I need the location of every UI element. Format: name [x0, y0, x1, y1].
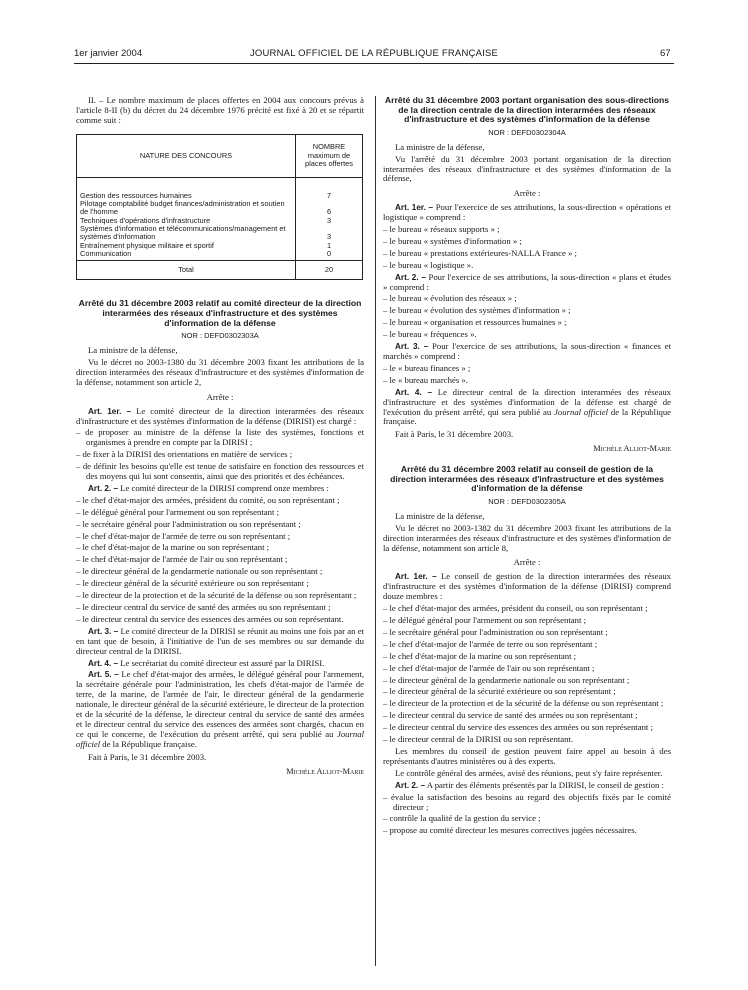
journal-officiel-ref: Journal officiel	[76, 728, 364, 749]
list-item: – le chef d'état-major des armées, président du conseil, ou son représentant ;	[383, 603, 648, 614]
article-label: Art. 1er. –	[395, 572, 437, 582]
nor-reference: NOR : DEFD0302305A	[488, 496, 566, 506]
row-label: Systèmes d'information et télécommunications/management et systèmes d'information	[80, 223, 286, 242]
list-item: – le chef d'état-major de l'armée de l'air ou son représentant ;	[76, 554, 288, 565]
minister-line: La ministre de la défense,	[395, 510, 485, 521]
header-date: 1er janvier 2004	[74, 48, 143, 59]
nor-reference: NOR : DEFD0302304A	[488, 127, 566, 137]
list-item: – le chef d'état-major de l'armée de terre ou son représentant ;	[383, 638, 598, 649]
vu-paragraph: Vu le décret no 2003-1380 du 31 décembre 2003 fixant les attributions de la direction interarmées des réseaux d'infrastructure et des systèmes d'information de la défense, notamment son article 2,	[76, 356, 364, 387]
row-value: 7	[326, 190, 332, 200]
arrete-word: Arrête :	[513, 557, 541, 568]
header-title: JOURNAL OFFICIEL DE LA RÉPUBLIQUE FRANÇAISE	[249, 48, 499, 59]
arrete-word: Arrête :	[206, 391, 234, 402]
article-text: Le conseil de gestion de la direction interarmées des réseaux d'infrastructure et des systèmes d'information de la défense (DIRISI) comprend douze membres :	[383, 571, 672, 602]
article-label: Art. 2. –	[88, 483, 119, 493]
row-label: Gestion des ressources humaines	[80, 190, 192, 200]
article-label: Art. 5. –	[88, 670, 119, 680]
article-text: Pour l'exercice de ses attributions, la sous-direction « opérations et logistique » comprend :	[383, 202, 671, 223]
list-item: – le « bureau finances » ;	[383, 362, 471, 373]
list-item: – le bureau « évolution des systèmes d'information » ;	[383, 305, 571, 316]
list-item: – contrôle la qualité de la gestion du service ;	[383, 813, 541, 824]
list-item: – le « bureau marchés ».	[383, 374, 468, 385]
list-item: – le bureau « réseaux supports » ;	[383, 224, 500, 235]
concours-table	[76, 134, 363, 281]
vu-paragraph: Vu l'arrêté du 31 décembre 2003 portant organisation de la direction interarmées des réseaux d'infrastructure et des systèmes d'information de la défense,	[383, 153, 671, 184]
table-total-row	[77, 261, 363, 280]
minister-line: La ministre de la défense,	[395, 141, 485, 152]
article-label: Art. 1er. –	[395, 203, 434, 213]
list-item: – de définir les besoins qu'elle est tenue de satisfaire en fonction des ressources et des moyens qui lui sont consentis, ainsi que des priorités et des échéances.	[76, 461, 364, 482]
row-label: Techniques d'opérations d'infrastructure	[80, 215, 211, 225]
arrete-title-conseil: Arrêté du 31 décembre 2003 relatif au conseil de gestion de la direction interarmées des réseaux d'infrastructure et des systèmes d'information de la défense	[390, 464, 664, 494]
article-text: Le comité directeur de la DIRISI se réunit au moins une fois par an et en tant que de besoin, à l'initiative de l'un de ses membres ou sur demande du directeur central de la DIRISI.	[76, 625, 364, 656]
total-label: Total	[77, 261, 296, 280]
article-text: Le chef d'état-major des armées, le délégué général pour l'armement, la secrétaire générale pour l'administration, les chefs d'état-major de l'armée de terre, de la marine, de l'armée de l'air, le directeur général de la gendarmerie nationale, le directeur général de la sécurité extérieure, le directeur de la protection et de la sécurité de la défense, le directeur central du service de santé des armées et le directeur central du service des essences des armées sont chargés, chacun en ce qui le concerne, de l'exécution du présent arrêté, qui sera publié au	[76, 669, 364, 739]
list-item: – le délégué général pour l'armement ou son représentant ;	[76, 506, 279, 517]
row-label: Pilotage comptabilité budget finances/administration et soutien de l'homme	[80, 199, 285, 217]
row-label: Entraînement physique militaire et sportif	[80, 240, 214, 250]
list-item: – le directeur central du service des essences des armées ou son représentant.	[76, 613, 344, 624]
intro-paragraph: II. – Le nombre maximum de places offertes en 2004 aux concours prévus à l'article 8-II (b) du décret du 24 décembre 1976 précité est fixé à 20 et se répartit comme suit :	[76, 95, 364, 125]
members-paragraph: Les membres du conseil de gestion peuvent faire appel au besoin à des représentants d'autres ministères ou à des experts.	[383, 745, 671, 766]
right-column	[383, 96, 671, 838]
arrete-word: Arrête :	[513, 188, 541, 199]
list-item: – le chef d'état-major de la marine ou son représentant ;	[383, 650, 577, 661]
left-column	[76, 96, 364, 777]
list-item: – le bureau « fréquences ».	[383, 329, 477, 340]
article-label: Art. 4. –	[88, 658, 119, 668]
article-label: Art. 2. –	[395, 780, 426, 790]
list-item: – le secrétaire général pour l'administration ou son représentant ;	[76, 518, 301, 529]
header-rule	[74, 63, 674, 64]
article-text: Le secrétariat du comité directeur est assuré par la DIRISI.	[120, 657, 325, 668]
list-item: – le chef d'état-major de la marine ou son représentant ;	[76, 542, 270, 553]
list-item: – le chef d'état-major de l'armée de l'air ou son représentant ;	[383, 662, 595, 673]
table-header-nature: NATURE DES CONCOURS	[77, 134, 296, 177]
arrete-title-sous-directions: Arrêté du 31 décembre 2003 portant organisation des sous-directions de la direction centrale de la direction interarmées des réseaux d'infrastructure et des systèmes d'information de la défense	[384, 95, 670, 125]
article-text: de la République française.	[102, 738, 197, 749]
list-item: – le directeur central du service de santé des armées ou son représentant ;	[76, 602, 331, 613]
article-text: Le directeur central de la direction interarmées des réseaux d'infrastructure et des systèmes d'information de la défense est chargé de l'exécution du présent arrêté, qui sera publié au	[383, 386, 672, 417]
list-item: – le bureau « prestations extérieures-NALLA France » ;	[383, 247, 577, 258]
list-item: – de fixer à la DIRISI des orientations en matière de services ;	[76, 449, 293, 460]
row-value: 6	[326, 207, 332, 217]
list-item: – le bureau « évolution des réseaux » ;	[383, 293, 517, 304]
list-item: – le secrétaire général pour l'administration ou son représentant ;	[383, 626, 608, 637]
article-text: de la République française.	[383, 406, 672, 427]
table-row	[77, 177, 363, 260]
article-text: Pour l'exercice de ses attributions, la sous-direction « plans et études » comprend :	[383, 271, 671, 292]
article-text: Le comité directeur de la direction interarmées des réseaux d'infrastructure et des systèmes d'information de la défense (DIRISI) est chargé :	[76, 405, 365, 426]
article-text: A partir des éléments présentés par la DIRISI, le conseil de gestion :	[426, 779, 664, 790]
list-item: – le directeur central du service de santé des armées ou son représentant ;	[383, 710, 638, 721]
list-item: – le directeur de la protection et de la sécurité de la défense ou son représentant ;	[76, 590, 357, 601]
list-item: – le délégué général pour l'armement ou son représentant ;	[383, 615, 586, 625]
signature: Michèle Alliot-Marie	[286, 766, 364, 776]
list-item: – le directeur général de la gendarmerie nationale ou son représentant ;	[383, 674, 630, 685]
list-item: – le bureau « organisation et ressources humaines » ;	[383, 317, 567, 328]
vu-paragraph: Vu le décret no 2003-1382 du 31 décembre 2003 fixant les attributions de la direction interarmées des réseaux d'infrastructure et des systèmes d'information de la défense, notamment son article 8,	[383, 522, 671, 553]
article-label: Art. 1er. –	[88, 406, 132, 416]
arrete-title-comite: Arrêté du 31 décembre 2003 relatif au comité directeur de la direction interarmées des réseaux d'infrastructure et des systèmes d'information de la défense	[78, 298, 362, 328]
fait-a-paris: Fait à Paris, le 31 décembre 2003.	[395, 429, 514, 440]
journal-officiel-ref: Journal officiel	[554, 406, 609, 417]
list-item: – de proposer au ministre de la défense la liste des systèmes, fonctions et organismes à prendre en compte par la DIRISI ;	[76, 427, 364, 448]
nor-reference: NOR : DEFD0302303A	[181, 331, 259, 341]
list-item: – le bureau « systèmes d'information » ;	[383, 235, 522, 246]
list-item: – le directeur général de la gendarmerie nationale ou son représentant ;	[76, 566, 323, 577]
article-label: Art. 3. –	[395, 342, 429, 352]
page-number: 67	[660, 48, 671, 59]
signature: Michèle Alliot-Marie	[593, 444, 671, 454]
list-item: – le chef d'état-major de l'armée de terre ou son représentant ;	[76, 530, 291, 541]
row-label: Communication	[80, 248, 132, 258]
minister-line: La ministre de la défense,	[88, 345, 178, 356]
list-item: – le bureau « logistique ».	[383, 259, 474, 270]
list-item: – le directeur général de la sécurité extérieure ou son représentant ;	[383, 686, 616, 697]
article-text: Le comité directeur de la DIRISI comprend onze membres :	[120, 482, 329, 493]
article-label: Art. 2. –	[395, 272, 426, 282]
article-label: Art. 4. –	[395, 387, 433, 397]
list-item: – le directeur central du service des essences des armées ou son représentant ;	[383, 722, 653, 733]
row-value: 3	[326, 232, 332, 242]
list-item: – le chef d'état-major des armées, président du comité, ou son représentant ;	[76, 494, 340, 505]
column-divider	[375, 96, 376, 966]
total-value: 20	[296, 261, 363, 280]
article-label: Art. 3. –	[88, 626, 119, 636]
list-item: – le directeur central de la DIRISI ou son représentant.	[383, 734, 574, 745]
fait-a-paris: Fait à Paris, le 31 décembre 2003.	[88, 751, 207, 762]
list-item: – le directeur de la protection et de la sécurité de la défense ou son représentant ;	[383, 698, 664, 709]
row-value: 1	[326, 240, 332, 250]
row-value: 3	[326, 215, 332, 225]
controle-paragraph: Le contrôle général des armées, avisé des réunions, peut s'y faire représenter.	[395, 767, 663, 778]
row-value: 0	[326, 248, 332, 258]
list-item: – le directeur général de la sécurité extérieure ou son représentant ;	[76, 578, 309, 589]
table-header-nombre: NOMBRE maximum de places offertes	[296, 134, 363, 177]
article-text: Pour l'exercice de ses attributions, la sous-direction « finances et marchés » comprend :	[383, 341, 671, 361]
list-item: – évalue la satisfaction des besoins au regard des objectifs fixés par le comité directeur ;	[383, 791, 671, 812]
list-item: – propose au comité directeur les mesures correctives jugées nécessaires.	[383, 825, 637, 836]
